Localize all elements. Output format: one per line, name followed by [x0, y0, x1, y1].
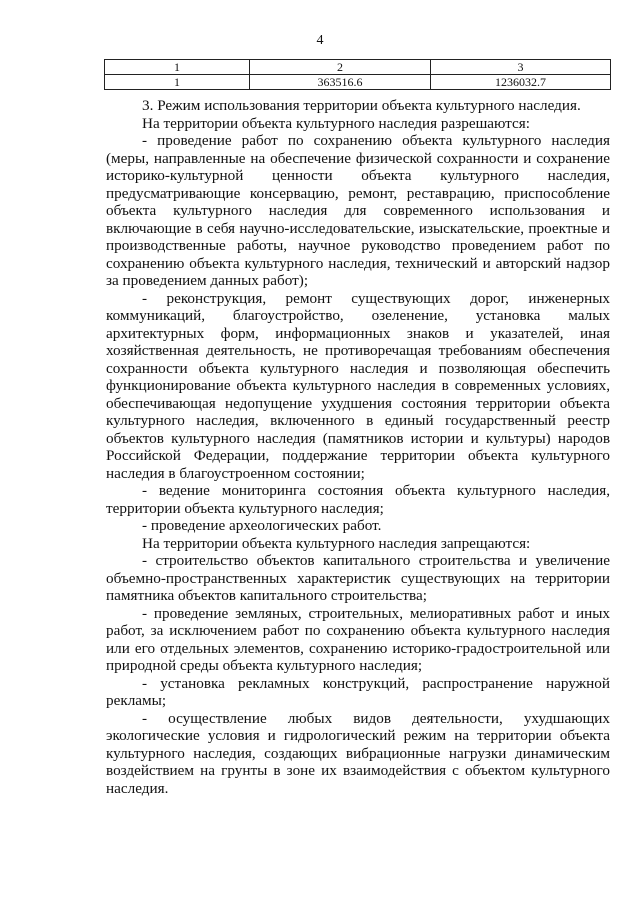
table-header-cell: 2: [250, 60, 431, 75]
table-header-row: [105, 60, 611, 75]
page-number: 4: [316, 33, 324, 48]
table-header-cell: 1: [105, 60, 250, 75]
allowed-item: - проведение работ по сохранению объекта культурного наследия (меры, направленные на обеспечение физической сохранности и сохранение историко-культурной ценности объекта культурного наследия, предусматривающие консервацию, ремонт, реставрацию, приспособление объекта культурного наследия для современного использования и включающие в себя научно-исследовательские, изыскательские, проектные и производственные работы, научное руководство проведением работ по сохранению объекта культурного наследия, технический и авторский надзор за проведением данных работ);: [106, 132, 610, 289]
section-heading: 3. Режим использования территории объекта культурного наследия.: [142, 97, 581, 114]
allowed-intro: На территории объекта культурного наследия разрешаются:: [142, 114, 530, 132]
table-cell: 1236032.7: [431, 75, 611, 90]
allowed-item: - ведение мониторинга состояния объекта культурного наследия, территории объекта культурного наследия;: [106, 482, 610, 517]
table-cell: 1: [105, 75, 250, 90]
allowed-item: - реконструкция, ремонт существующих дорог, инженерных коммуникаций, благоустройство, озеленение, установка малых архитектурных форм, информационных знаков и указателей, иная хозяйственная деятельность, не противоречащая требованиям обеспечения сохранности объекта культурного наследия и позволяющая обеспечить функционирование объекта культурного наследия в современных условиях, обеспечивающая недопущение ухудшения состояния территории объекта культурного наследия, включенного в единый государственный реестр объектов культурного наследия (памятников истории и культуры) народов Российской Федерации, поддержание территории объекта культурного наследия в благоустроенном состоянии;: [106, 289, 610, 482]
table-row: [105, 75, 611, 90]
allowed-item: - проведение археологических работ.: [142, 517, 382, 534]
document-body: [106, 97, 610, 797]
prohibited-intro: На территории объекта культурного наследия запрещаются:: [142, 534, 531, 552]
table-cell: 363516.6: [250, 75, 431, 90]
table-header-cell: 3: [431, 60, 611, 75]
prohibited-item: - осуществление любых видов деятельности, ухудшающих экологические условия и гидрологический режим на территории объекта культурного наследия, создающих вибрационные нагрузки динамическим воздействием на грунты в зоне их взаимодействия с объектом культурного наследия.: [106, 709, 610, 797]
coordinates-table: [104, 59, 611, 90]
prohibited-item: - проведение земляных, строительных, мелиоративных работ и иных работ, за исключением работ по сохранению объекта культурного наследия или его отдельных элементов, сохранению историко-градостроительной или природной среды объекта культурного наследия;: [106, 604, 610, 674]
prohibited-item: - установка рекламных конструкций, распространение наружной рекламы;: [106, 674, 610, 709]
prohibited-item: - строительство объектов капитального строительства и увеличение объемно-пространственных характеристик существующих на территории памятника объектов капитального строительства;: [106, 552, 610, 604]
